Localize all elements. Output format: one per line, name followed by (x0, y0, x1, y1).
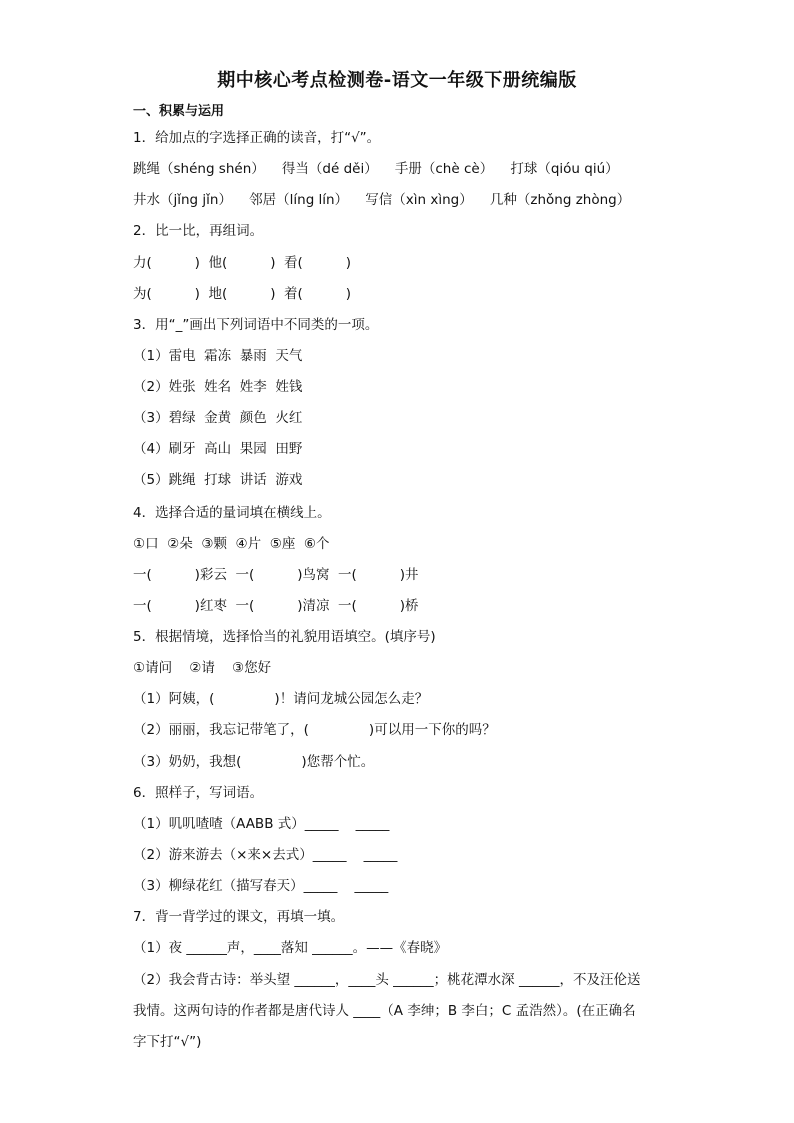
q4-row-1: 一( )彩云 一( )鸟窝 一( )井 (133, 567, 419, 583)
section-heading: 一、积累与运用 (133, 104, 225, 119)
q1-row-1: 跳绳（shéng shén） 得当（dé děi） 手册（chè cè） 打球（qióu qiú） (133, 161, 619, 177)
q6-item-2: （2）游来游去（×来×去式）_____ _____ (133, 847, 398, 863)
q3-item-5: （5）跳绳 打球 讲话 游戏 (133, 472, 303, 488)
q7-item-2-cont: 我情。这两句诗的作者都是唐代诗人 ____（A 李绅；B 李白；C 孟浩然）。(在正确名 (133, 1003, 636, 1019)
q4-options: ①口 ②朵 ③颗 ④片 ⑤座 ⑥个 (133, 536, 330, 552)
q5-item-3: （3）奶奶，我想( )您帮个忙。 (133, 754, 375, 770)
q7-item-2-end: 字下打“√”) (133, 1034, 202, 1050)
q7-item-2: （2）我会背古诗：举头望 ______，____头 ______；桃花潭水深 ______，不及汪伦送 (133, 972, 641, 988)
question-2: 2．比一比，再组词。 (133, 223, 264, 239)
page-title: 期中核心考点检测卷-语文一年级下册统编版 (217, 70, 577, 91)
q5-item-2: （2）丽丽，我忘记带笔了，( )可以用一下你的吗？ (133, 722, 496, 738)
q2-row-2: 为( ) 地( ) 着( ) (133, 286, 352, 302)
q1-row-2: 井水（jǐng jǐn） 邻居（líng lín） 写信（xìn xìng） 几种（zhǒng zhòng） (133, 192, 631, 208)
q3-item-1: （1）雷电 霜冻 暴雨 天气 (133, 348, 303, 364)
question-4: 4．选择合适的量词填在横线上。 (133, 505, 331, 521)
q5-options: ①请问 ②请 ③您好 (133, 660, 272, 676)
question-3: 3．用“_”画出下列词语中不同类的一项。 (133, 317, 379, 333)
q4-row-2: 一( )红枣 一( )清凉 一( )桥 (133, 598, 419, 614)
q6-item-1: （1）叽叽喳喳（AABB 式）_____ _____ (133, 816, 390, 832)
question-7: 7．背一背学过的课文，再填一填。 (133, 909, 345, 925)
question-6: 6．照样子，写词语。 (133, 785, 264, 801)
q3-item-4: （4）刷牙 高山 果园 田野 (133, 441, 303, 457)
question-5: 5．根据情境，选择恰当的礼貌用语填空。(填序号) (133, 629, 436, 645)
q2-row-1: 力( ) 他( ) 看( ) (133, 255, 352, 271)
q5-item-1: （1）阿姨，( )！请问龙城公园怎么走？ (133, 691, 429, 707)
q7-item-1: （1）夜 ______声，____落知 ______。——《春晓》 (133, 940, 448, 956)
question-1: 1．给加点的字选择正确的读音，打“√”。 (133, 130, 381, 146)
q6-item-3: （3）柳绿花红（描写春天）_____ _____ (133, 878, 389, 894)
q3-item-3: （3）碧绿 金黄 颜色 火红 (133, 410, 303, 426)
q3-item-2: （2）姓张 姓名 姓李 姓钱 (133, 379, 303, 395)
